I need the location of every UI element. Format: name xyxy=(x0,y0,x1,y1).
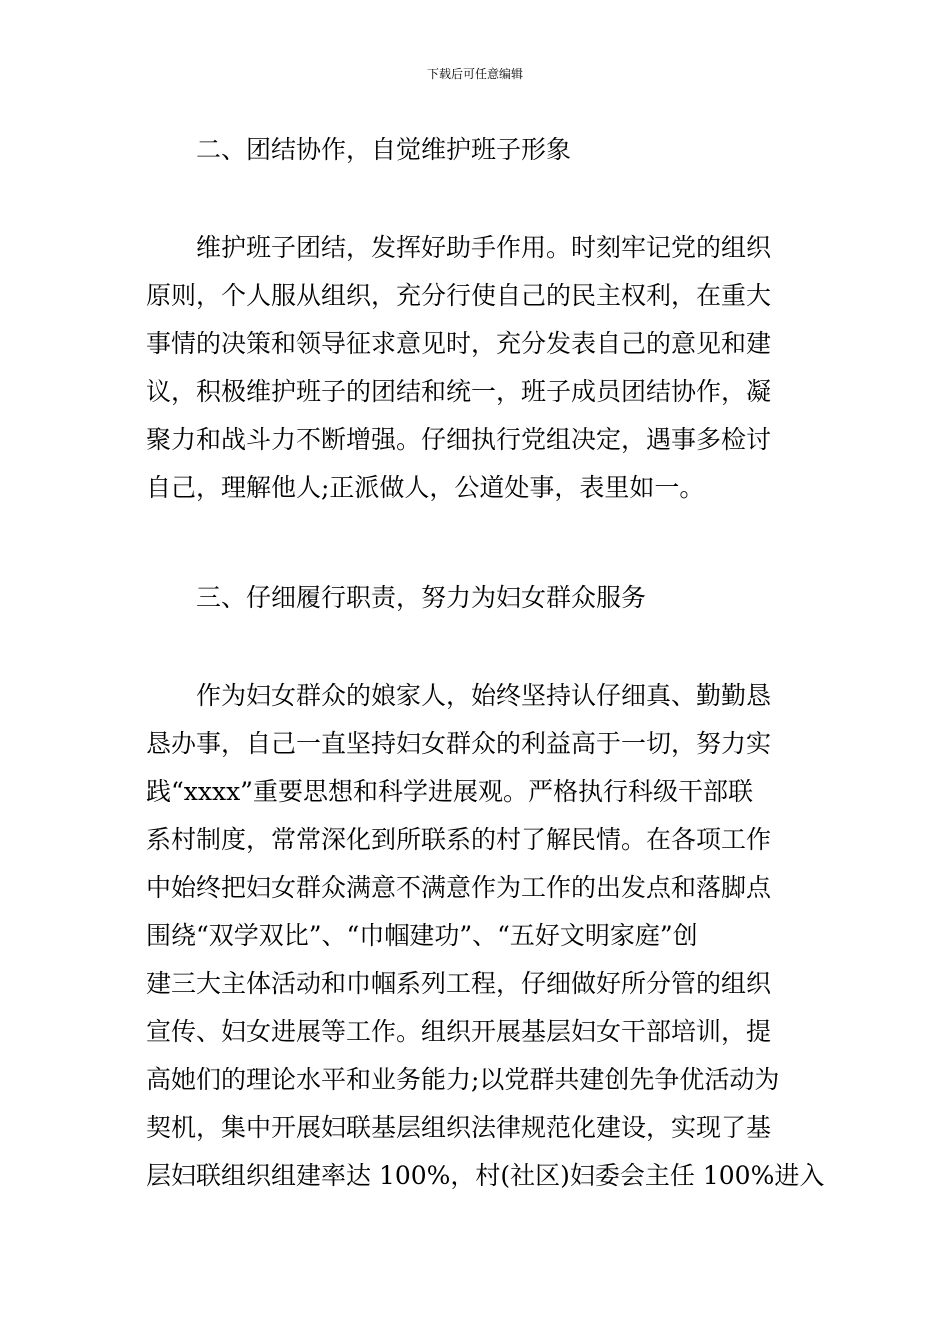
paragraph-line: 中始终把妇女群众满意不满意作为工作的出发点和落脚点 xyxy=(146,873,772,902)
paragraph-line: 宣传、妇女进展等工作。组织开展基层妇女干部培训，提 xyxy=(146,1017,772,1046)
paragraph-line: 恳办事，自己一直坚持妇女群众的利益高于一切，努力实 xyxy=(146,729,772,758)
paragraph-line: 事情的决策和领导征求意见时，充分发表自己的意见和建 xyxy=(146,329,772,358)
paragraph-line: 维护班子团结，发挥好助手作用。时刻牢记党的组织 xyxy=(196,233,772,262)
paragraph-line: 作为妇女群众的娘家人，始终坚持认仔细真、勤勤恳 xyxy=(196,681,772,710)
paragraph-line: 契机，集中开展妇联基层组织法律规范化建设，实现了基 xyxy=(146,1113,772,1142)
paragraph-line: 践“xxxx”重要思想和科学进展观。严格执行科级干部联 xyxy=(146,777,753,806)
paragraph-line: 层妇联组织组建率达 100%，村(社区)妇委会主任 100%进入 xyxy=(146,1161,825,1190)
paragraph-line: 聚力和战斗力不断增强。仔细执行党组决定，遇事多检讨 xyxy=(146,425,772,454)
paragraph-line: 原则，个人服从组织，充分行使自己的民主权利，在重大 xyxy=(146,281,772,310)
paragraph-line: 高她们的理论水平和业务能力;以党群共建创先争优活动为 xyxy=(146,1065,780,1094)
paragraph-line: 议，积极维护班子的团结和统一，班子成员团结协作，凝 xyxy=(146,377,772,406)
page-header-note: 下载后可任意编辑 xyxy=(426,67,523,81)
paragraph-line: 系村制度，常常深化到所联系的村了解民情。在各项工作 xyxy=(146,825,772,854)
paragraph-line: 建三大主体活动和巾帼系列工程，仔细做好所分管的组织 xyxy=(146,969,772,998)
section-3-paragraph xyxy=(146,672,825,1200)
section-heading-2: 二、团结协作，自觉维护班子形象 xyxy=(196,135,572,164)
section-2-paragraph xyxy=(146,224,816,512)
section-heading-3: 三、仔细履行职责，努力为妇女群众服务 xyxy=(196,583,647,612)
paragraph-line: 自己，理解他人;正派做人，公道处事，表里如一。 xyxy=(146,473,705,502)
paragraph-line: 围绕“双学双比”、“巾帼建功”、“五好文明家庭”创 xyxy=(146,921,698,950)
